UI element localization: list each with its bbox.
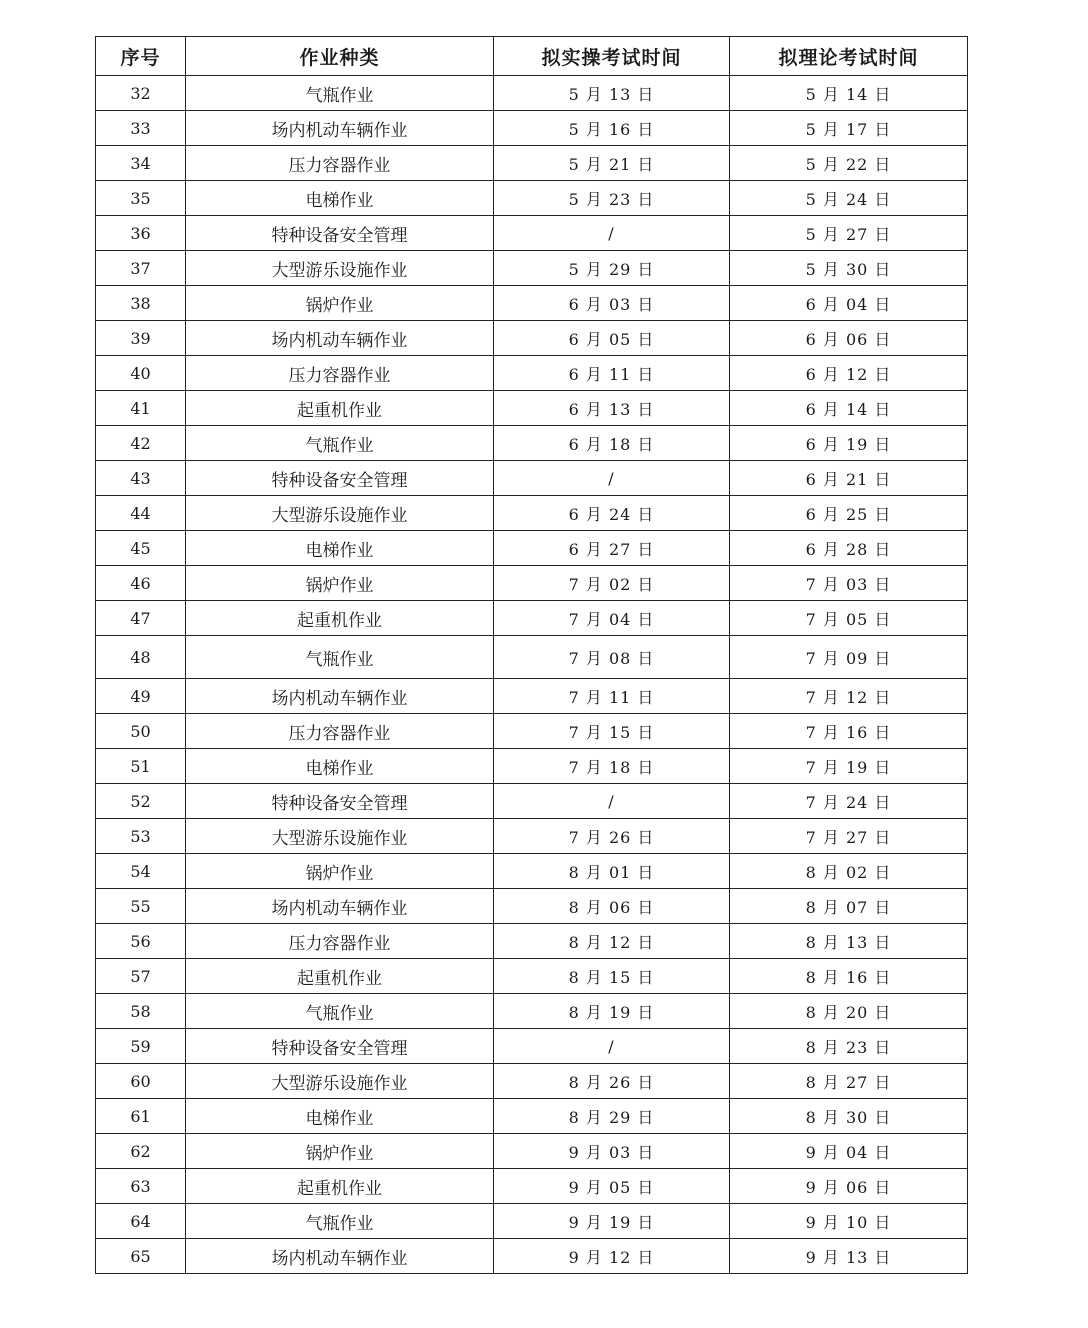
- serial-number-cell: 44: [96, 496, 186, 531]
- operation-type-cell: 气瓶作业: [186, 636, 494, 679]
- table-row: [96, 146, 968, 181]
- practical-exam-date-cell: 7 月 08 日: [494, 636, 730, 679]
- serial-number-cell: 46: [96, 566, 186, 601]
- practical-exam-date-cell: /: [494, 784, 730, 819]
- theory-exam-date-cell: 7 月 12 日: [730, 679, 968, 714]
- theory-exam-date-cell: 8 月 07 日: [730, 889, 968, 924]
- operation-type-cell: 电梯作业: [186, 181, 494, 216]
- table-row: [96, 1134, 968, 1169]
- practical-exam-date-cell: 5 月 13 日: [494, 76, 730, 111]
- serial-number-cell: 40: [96, 356, 186, 391]
- operation-type-cell: 场内机动车辆作业: [186, 889, 494, 924]
- operation-type-cell: 场内机动车辆作业: [186, 1239, 494, 1274]
- table-row: [96, 286, 968, 321]
- serial-number-cell: 54: [96, 854, 186, 889]
- table-row: [96, 1099, 968, 1134]
- operation-type-cell: 压力容器作业: [186, 714, 494, 749]
- table-row: [96, 1169, 968, 1204]
- serial-number-cell: 43: [96, 461, 186, 496]
- serial-number-cell: 34: [96, 146, 186, 181]
- table-row: [96, 181, 968, 216]
- table-row: [96, 889, 968, 924]
- theory-exam-date-cell: 7 月 16 日: [730, 714, 968, 749]
- theory-exam-date-cell: 5 月 24 日: [730, 181, 968, 216]
- theory-exam-date-cell: 5 月 17 日: [730, 111, 968, 146]
- theory-exam-date-cell: 7 月 03 日: [730, 566, 968, 601]
- practical-exam-date-cell: 8 月 15 日: [494, 959, 730, 994]
- practical-exam-date-cell: 8 月 06 日: [494, 889, 730, 924]
- table-row: [96, 566, 968, 601]
- practical-exam-date-cell: 7 月 15 日: [494, 714, 730, 749]
- table-row: [96, 391, 968, 426]
- practical-exam-date-cell: 8 月 12 日: [494, 924, 730, 959]
- table-row: [96, 321, 968, 356]
- serial-number-cell: 65: [96, 1239, 186, 1274]
- serial-number-cell: 61: [96, 1099, 186, 1134]
- operation-type-cell: 锅炉作业: [186, 286, 494, 321]
- operation-type-cell: 压力容器作业: [186, 924, 494, 959]
- serial-number-cell: 60: [96, 1064, 186, 1099]
- theory-exam-date-cell: 8 月 02 日: [730, 854, 968, 889]
- practical-exam-date-cell: 6 月 27 日: [494, 531, 730, 566]
- operation-type-cell: 特种设备安全管理: [186, 216, 494, 251]
- header-operation-type: 作业种类: [186, 37, 494, 76]
- practical-exam-date-cell: 6 月 24 日: [494, 496, 730, 531]
- header-theory-exam-date: 拟理论考试时间: [730, 37, 968, 76]
- practical-exam-date-cell: 6 月 05 日: [494, 321, 730, 356]
- theory-exam-date-cell: 6 月 28 日: [730, 531, 968, 566]
- theory-exam-date-cell: 6 月 12 日: [730, 356, 968, 391]
- practical-exam-date-cell: 7 月 18 日: [494, 749, 730, 784]
- theory-exam-date-cell: 6 月 14 日: [730, 391, 968, 426]
- table-row: [96, 356, 968, 391]
- practical-exam-date-cell: /: [494, 461, 730, 496]
- theory-exam-date-cell: 9 月 06 日: [730, 1169, 968, 1204]
- practical-exam-date-cell: 7 月 04 日: [494, 601, 730, 636]
- table-row: [96, 819, 968, 854]
- table-row: [96, 1239, 968, 1274]
- operation-type-cell: 锅炉作业: [186, 854, 494, 889]
- practical-exam-date-cell: 5 月 29 日: [494, 251, 730, 286]
- operation-type-cell: 气瓶作业: [186, 994, 494, 1029]
- practical-exam-date-cell: 6 月 18 日: [494, 426, 730, 461]
- table-row: [96, 784, 968, 819]
- practical-exam-date-cell: 8 月 19 日: [494, 994, 730, 1029]
- theory-exam-date-cell: 7 月 05 日: [730, 601, 968, 636]
- practical-exam-date-cell: 9 月 19 日: [494, 1204, 730, 1239]
- operation-type-cell: 压力容器作业: [186, 356, 494, 391]
- table-row: [96, 1064, 968, 1099]
- serial-number-cell: 50: [96, 714, 186, 749]
- theory-exam-date-cell: 6 月 25 日: [730, 496, 968, 531]
- header-row: [96, 37, 968, 76]
- practical-exam-date-cell: 9 月 05 日: [494, 1169, 730, 1204]
- operation-type-cell: 特种设备安全管理: [186, 461, 494, 496]
- table-row: [96, 461, 968, 496]
- theory-exam-date-cell: 9 月 10 日: [730, 1204, 968, 1239]
- practical-exam-date-cell: 7 月 11 日: [494, 679, 730, 714]
- serial-number-cell: 37: [96, 251, 186, 286]
- operation-type-cell: 压力容器作业: [186, 146, 494, 181]
- operation-type-cell: 场内机动车辆作业: [186, 679, 494, 714]
- table-row: [96, 994, 968, 1029]
- serial-number-cell: 51: [96, 749, 186, 784]
- operation-type-cell: 特种设备安全管理: [186, 784, 494, 819]
- table-row: [96, 601, 968, 636]
- practical-exam-date-cell: 7 月 26 日: [494, 819, 730, 854]
- table-row: [96, 854, 968, 889]
- theory-exam-date-cell: 6 月 04 日: [730, 286, 968, 321]
- operation-type-cell: 气瓶作业: [186, 426, 494, 461]
- table-row: [96, 496, 968, 531]
- theory-exam-date-cell: 6 月 21 日: [730, 461, 968, 496]
- operation-type-cell: 气瓶作业: [186, 1204, 494, 1239]
- table-body: [96, 76, 968, 1274]
- serial-number-cell: 55: [96, 889, 186, 924]
- operation-type-cell: 大型游乐设施作业: [186, 251, 494, 286]
- serial-number-cell: 58: [96, 994, 186, 1029]
- theory-exam-date-cell: 5 月 30 日: [730, 251, 968, 286]
- operation-type-cell: 锅炉作业: [186, 566, 494, 601]
- serial-number-cell: 35: [96, 181, 186, 216]
- serial-number-cell: 49: [96, 679, 186, 714]
- operation-type-cell: 场内机动车辆作业: [186, 111, 494, 146]
- serial-number-cell: 48: [96, 636, 186, 679]
- table-row: [96, 636, 968, 679]
- practical-exam-date-cell: 5 月 16 日: [494, 111, 730, 146]
- serial-number-cell: 42: [96, 426, 186, 461]
- practical-exam-date-cell: /: [494, 216, 730, 251]
- theory-exam-date-cell: 6 月 19 日: [730, 426, 968, 461]
- table-row: [96, 959, 968, 994]
- theory-exam-date-cell: 7 月 27 日: [730, 819, 968, 854]
- operation-type-cell: 大型游乐设施作业: [186, 1064, 494, 1099]
- practical-exam-date-cell: 5 月 23 日: [494, 181, 730, 216]
- theory-exam-date-cell: 8 月 16 日: [730, 959, 968, 994]
- exam-schedule-sheet: [95, 36, 967, 1274]
- serial-number-cell: 33: [96, 111, 186, 146]
- theory-exam-date-cell: 8 月 23 日: [730, 1029, 968, 1064]
- operation-type-cell: 大型游乐设施作业: [186, 496, 494, 531]
- practical-exam-date-cell: 9 月 03 日: [494, 1134, 730, 1169]
- operation-type-cell: 电梯作业: [186, 749, 494, 784]
- serial-number-cell: 53: [96, 819, 186, 854]
- theory-exam-date-cell: 9 月 04 日: [730, 1134, 968, 1169]
- operation-type-cell: 起重机作业: [186, 959, 494, 994]
- theory-exam-date-cell: 7 月 09 日: [730, 636, 968, 679]
- serial-number-cell: 39: [96, 321, 186, 356]
- operation-type-cell: 电梯作业: [186, 531, 494, 566]
- serial-number-cell: 62: [96, 1134, 186, 1169]
- serial-number-cell: 38: [96, 286, 186, 321]
- theory-exam-date-cell: 6 月 06 日: [730, 321, 968, 356]
- serial-number-cell: 59: [96, 1029, 186, 1064]
- theory-exam-date-cell: 7 月 24 日: [730, 784, 968, 819]
- operation-type-cell: 起重机作业: [186, 601, 494, 636]
- theory-exam-date-cell: 8 月 30 日: [730, 1099, 968, 1134]
- theory-exam-date-cell: 5 月 14 日: [730, 76, 968, 111]
- table-row: [96, 749, 968, 784]
- operation-type-cell: 起重机作业: [186, 1169, 494, 1204]
- table-row: [96, 76, 968, 111]
- table-row: [96, 1204, 968, 1239]
- practical-exam-date-cell: 8 月 26 日: [494, 1064, 730, 1099]
- operation-type-cell: 场内机动车辆作业: [186, 321, 494, 356]
- practical-exam-date-cell: 8 月 01 日: [494, 854, 730, 889]
- serial-number-cell: 32: [96, 76, 186, 111]
- operation-type-cell: 特种设备安全管理: [186, 1029, 494, 1064]
- practical-exam-date-cell: 6 月 03 日: [494, 286, 730, 321]
- operation-type-cell: 大型游乐设施作业: [186, 819, 494, 854]
- theory-exam-date-cell: 8 月 13 日: [730, 924, 968, 959]
- theory-exam-date-cell: 5 月 27 日: [730, 216, 968, 251]
- theory-exam-date-cell: 8 月 27 日: [730, 1064, 968, 1099]
- table-row: [96, 714, 968, 749]
- table-row: [96, 531, 968, 566]
- table-row: [96, 1029, 968, 1064]
- table-row: [96, 251, 968, 286]
- table-row: [96, 924, 968, 959]
- practical-exam-date-cell: /: [494, 1029, 730, 1064]
- operation-type-cell: 起重机作业: [186, 391, 494, 426]
- practical-exam-date-cell: 7 月 02 日: [494, 566, 730, 601]
- theory-exam-date-cell: 8 月 20 日: [730, 994, 968, 1029]
- table-header: [96, 37, 968, 76]
- serial-number-cell: 45: [96, 531, 186, 566]
- serial-number-cell: 52: [96, 784, 186, 819]
- serial-number-cell: 57: [96, 959, 186, 994]
- header-practical-exam-date: 拟实操考试时间: [494, 37, 730, 76]
- table-row: [96, 111, 968, 146]
- theory-exam-date-cell: 7 月 19 日: [730, 749, 968, 784]
- header-serial-number: 序号: [96, 37, 186, 76]
- operation-type-cell: 气瓶作业: [186, 76, 494, 111]
- theory-exam-date-cell: 9 月 13 日: [730, 1239, 968, 1274]
- serial-number-cell: 56: [96, 924, 186, 959]
- practical-exam-date-cell: 6 月 11 日: [494, 356, 730, 391]
- practical-exam-date-cell: 9 月 12 日: [494, 1239, 730, 1274]
- theory-exam-date-cell: 5 月 22 日: [730, 146, 968, 181]
- operation-type-cell: 电梯作业: [186, 1099, 494, 1134]
- serial-number-cell: 41: [96, 391, 186, 426]
- serial-number-cell: 47: [96, 601, 186, 636]
- operation-type-cell: 锅炉作业: [186, 1134, 494, 1169]
- table-row: [96, 679, 968, 714]
- table-row: [96, 216, 968, 251]
- practical-exam-date-cell: 6 月 13 日: [494, 391, 730, 426]
- table-row: [96, 426, 968, 461]
- serial-number-cell: 36: [96, 216, 186, 251]
- exam-schedule-table: [95, 36, 968, 1274]
- practical-exam-date-cell: 8 月 29 日: [494, 1099, 730, 1134]
- serial-number-cell: 63: [96, 1169, 186, 1204]
- practical-exam-date-cell: 5 月 21 日: [494, 146, 730, 181]
- serial-number-cell: 64: [96, 1204, 186, 1239]
